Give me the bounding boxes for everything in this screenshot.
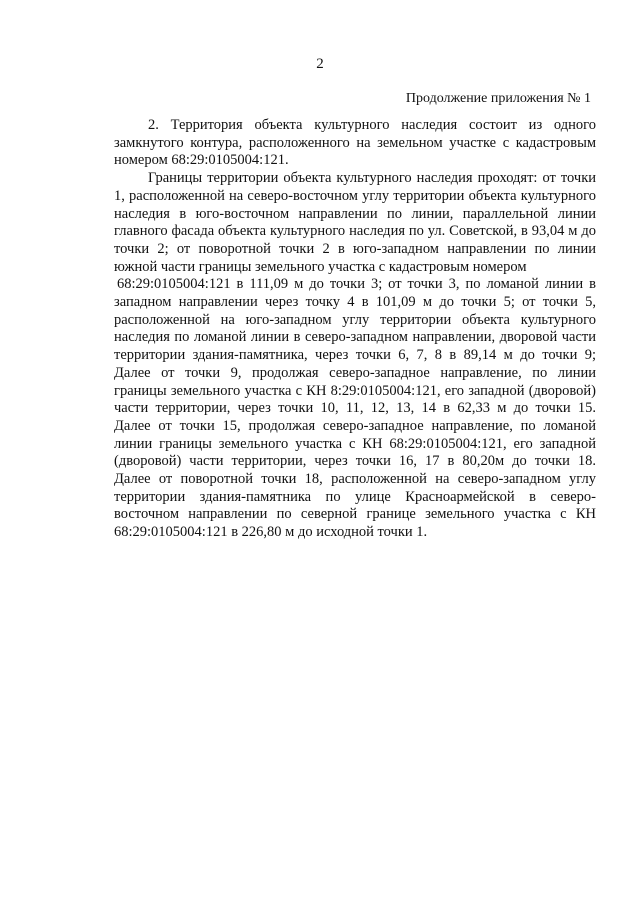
paragraph-territory-contour (114, 117, 596, 170)
text-line: восточном направлении по северной границе земельного участка с КН (114, 506, 596, 523)
text-line: номером 68:29:0105004:121. (114, 152, 289, 169)
text-line: территории здания-памятника, через точки 6, 7, 8 в 89,14 м до точки 9; (114, 347, 596, 364)
text-line: главного фасада объекта культурного наследия по ул. Советской, в 93,04 м до (114, 223, 596, 240)
text-line: линии границы земельного участка с КН 68:29:0105004:121, его западной (114, 435, 596, 452)
text-line: западном направлении через точку 4 в 101,09 м до точки 5; от точки 5, (114, 294, 596, 311)
paragraph-territory-boundaries (114, 170, 596, 542)
text-line: наследия в юго-восточном направлении по линии, параллельной линии (114, 205, 596, 222)
text-line: 1, расположенной на северо-восточном углу территории объекта культурного (114, 187, 596, 204)
text-line: Далее от поворотной точки 18, расположенной на северо-западном углу (114, 471, 596, 488)
text-line: территории здания-памятника по улице Красноармейской в северо- (114, 488, 596, 505)
text-line: замкнутого контура, расположенного на земельном участке с кадастровым (114, 134, 596, 151)
page-number: 2 (316, 56, 324, 72)
text-line: южной части границы земельного участка с кадастровым номером (114, 258, 527, 275)
text-line: 2. Территория объекта культурного наследия состоит из одного (148, 117, 596, 133)
text-line: Далее от точки 9, продолжая северо-западное направление, по линии (114, 364, 596, 381)
text-line: Границы территории объекта культурного наследия проходят: от точки (148, 170, 596, 187)
text-line: границы земельного участка с КН 8:29:0105004:121, его западной (дворовой) (114, 382, 596, 399)
text-line: 68:29:0105004:121 в 111,09 м до точки 3; от точки 3, по ломаной линии в (117, 276, 596, 293)
document-body (114, 117, 596, 542)
text-line: точки 2; от поворотной точки 2 в юго-западном направлении по линии (114, 240, 596, 257)
text-line: расположенной на юго-западном углу территории объекта культурного (114, 311, 596, 328)
text-line: Далее от точки 15, продолжая северо-западное направление, по ломаной (114, 417, 596, 434)
appendix-continuation-note: Продолжение приложения № 1 (405, 91, 591, 106)
text-line: наследия по ломаной линии в северо-западном направлении, дворовой части (114, 329, 596, 346)
text-line: 68:29:0105004:121 в 226,80 м до исходной точки 1. (114, 524, 428, 541)
text-line: части территории, через точки 10, 11, 12, 13, 14 в 62,33 м до точки 15. (114, 400, 596, 417)
text-line: (дворовой) части территории, через точки 16, 17 в 80,20м до точки 18. (114, 453, 596, 470)
